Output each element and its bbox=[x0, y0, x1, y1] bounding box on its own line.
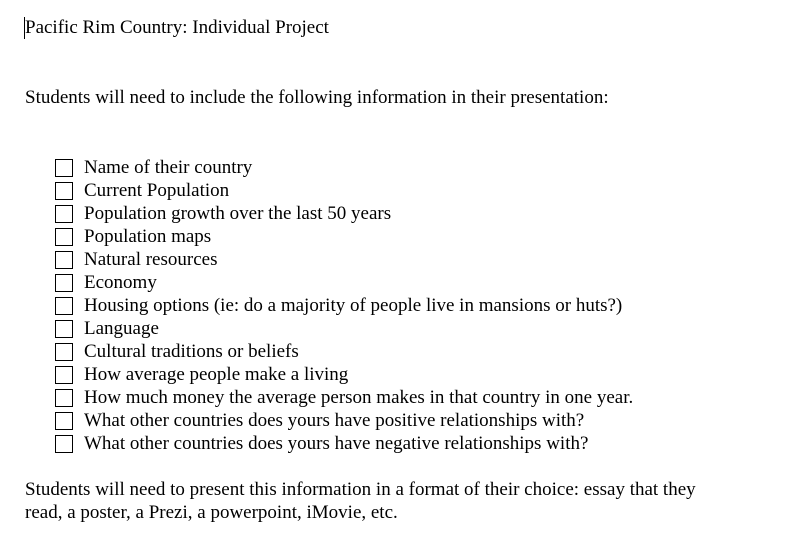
checklist-item-label: Cultural traditions or beliefs bbox=[84, 341, 299, 362]
checklist-item bbox=[55, 271, 633, 294]
requirements-checklist bbox=[55, 156, 633, 455]
checklist-item bbox=[55, 409, 633, 432]
checklist-item bbox=[55, 340, 633, 363]
checkbox[interactable] bbox=[55, 182, 73, 200]
checklist-item-label: What other countries does yours have negative relationships with? bbox=[84, 433, 589, 454]
checklist-item bbox=[55, 432, 633, 455]
checkbox[interactable] bbox=[55, 412, 73, 430]
checklist-item-label: Name of their country bbox=[84, 157, 253, 178]
checkbox[interactable] bbox=[55, 343, 73, 361]
checkbox[interactable] bbox=[55, 435, 73, 453]
checkbox[interactable] bbox=[55, 366, 73, 384]
checklist-item bbox=[55, 317, 633, 340]
checklist-item-label: Current Population bbox=[84, 180, 230, 201]
closing-line: Students will need to present this information in a format of their choice: essay that they bbox=[25, 479, 696, 500]
checkbox[interactable] bbox=[55, 274, 73, 292]
checklist-item bbox=[55, 363, 633, 386]
checkbox[interactable] bbox=[55, 205, 73, 223]
checklist-item-label: Natural resources bbox=[84, 249, 218, 270]
checkbox[interactable] bbox=[55, 320, 73, 338]
checklist-item-label: Language bbox=[84, 318, 159, 339]
checklist-item bbox=[55, 156, 633, 179]
checklist-item-label: How average people make a living bbox=[84, 364, 349, 385]
checklist-item-label: Economy bbox=[84, 272, 157, 293]
checkbox[interactable] bbox=[55, 251, 73, 269]
checklist-item bbox=[55, 386, 633, 409]
checklist-item-label: Housing options (ie: do a majority of people live in mansions or huts?) bbox=[84, 295, 623, 316]
checkbox[interactable] bbox=[55, 228, 73, 246]
checklist-item bbox=[55, 248, 633, 271]
checklist-item bbox=[55, 294, 633, 317]
checklist-item-label: What other countries does yours have positive relationships with? bbox=[84, 410, 585, 431]
checkbox[interactable] bbox=[55, 159, 73, 177]
closing-line: read, a poster, a Prezi, a powerpoint, iMovie, etc. bbox=[25, 502, 398, 523]
checkbox[interactable] bbox=[55, 389, 73, 407]
checkbox[interactable] bbox=[55, 297, 73, 315]
intro-paragraph: Students will need to include the following information in their presentation: bbox=[25, 87, 609, 108]
closing-paragraph bbox=[25, 478, 765, 524]
checklist-item bbox=[55, 225, 633, 248]
document-title: Pacific Rim Country: Individual Project bbox=[25, 17, 329, 38]
checklist-item-label: Population maps bbox=[84, 226, 212, 247]
checklist-item bbox=[55, 179, 633, 202]
checklist-item-label: How much money the average person makes in that country in one year. bbox=[84, 387, 634, 408]
checklist-item bbox=[55, 202, 633, 225]
checklist-item-label: Population growth over the last 50 years bbox=[84, 203, 392, 224]
